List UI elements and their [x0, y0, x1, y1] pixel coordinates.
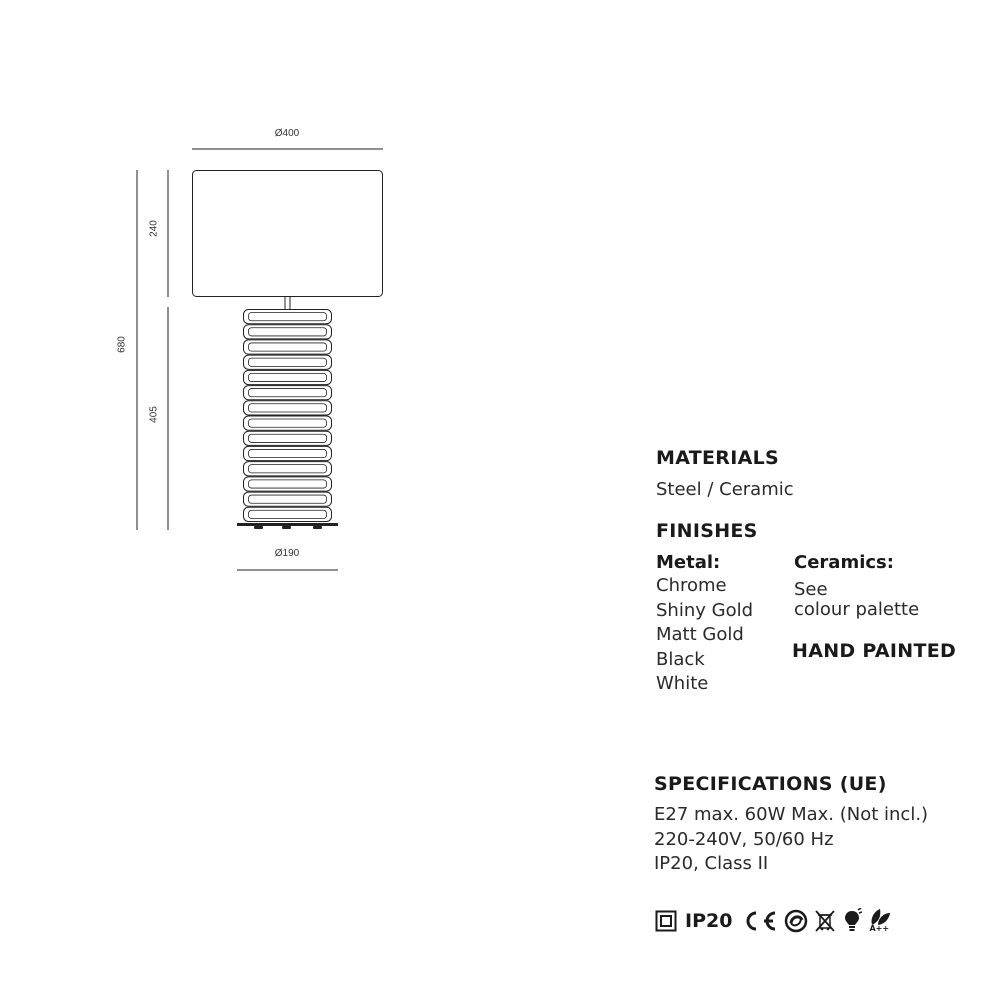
specifications-heading: SPECIFICATIONS (UE) — [654, 773, 887, 795]
bulb-icon — [842, 908, 862, 934]
total-height-label: 680 — [116, 336, 128, 353]
spec-line: IP20, Class II — [654, 853, 769, 874]
ceramics-column — [794, 552, 919, 620]
spec-line: E27 max. 60W Max. (Not incl.) — [654, 804, 929, 825]
list-item: Black — [656, 648, 705, 670]
base-height-label: 405 — [148, 406, 160, 423]
list-item: Matt Gold — [656, 624, 744, 645]
energy-class-label: A++ — [869, 924, 890, 933]
ce-mark-icon — [742, 910, 778, 932]
shade-height-label: 240 — [148, 220, 160, 237]
class-ii-icon — [655, 910, 677, 932]
base-rib — [244, 492, 332, 506]
ceramics-heading: Ceramics: — [794, 552, 894, 573]
ribbed-base — [244, 310, 332, 522]
list-item: Chrome — [656, 575, 727, 596]
hand-painted-label: HAND PAINTED — [792, 640, 957, 662]
base-plate — [237, 523, 338, 526]
technical-drawing — [0, 0, 600, 600]
materials-value: Steel / Ceramic — [656, 479, 794, 500]
base-rib — [244, 416, 332, 430]
base-rib — [244, 477, 332, 491]
base-rib — [244, 431, 332, 445]
base-rib — [244, 340, 332, 354]
base-rib — [244, 325, 332, 339]
base-rib — [244, 310, 332, 324]
ceramics-line2: colour palette — [794, 599, 920, 620]
metal-list — [656, 574, 753, 697]
shade-width-label: Ø400 — [274, 128, 300, 139]
metal-heading: Metal: — [656, 552, 721, 573]
base-rib — [244, 401, 332, 415]
finishes-heading: FINISHES — [656, 520, 758, 542]
base-rib — [244, 370, 332, 384]
base-rib — [244, 355, 332, 369]
specifications-lines — [654, 803, 928, 877]
ceramics-line1: See — [794, 579, 828, 600]
list-item: Shiny Gold — [656, 599, 754, 621]
energy-leaf-icon — [868, 907, 892, 935]
materials-heading: MATERIALS — [656, 447, 779, 469]
base-foot-right — [313, 526, 322, 529]
metal-column — [656, 552, 753, 697]
certification-icons — [655, 908, 892, 934]
base-rib — [244, 507, 332, 521]
recycle-icon — [784, 909, 808, 933]
spec-line: 220-240V, 50/60 Hz — [654, 828, 834, 850]
weee-bin-icon — [814, 909, 836, 933]
base-rib — [244, 386, 332, 400]
base-width-label: Ø190 — [274, 548, 300, 559]
list-item: White — [656, 673, 709, 694]
ip20-label: IP20 — [685, 910, 733, 932]
base-rib — [244, 462, 332, 476]
base-foot-left — [254, 526, 263, 529]
lamp-drawing-svg — [0, 0, 600, 600]
lampshade — [193, 171, 383, 297]
base-foot-center — [282, 526, 291, 529]
base-rib — [244, 446, 332, 460]
